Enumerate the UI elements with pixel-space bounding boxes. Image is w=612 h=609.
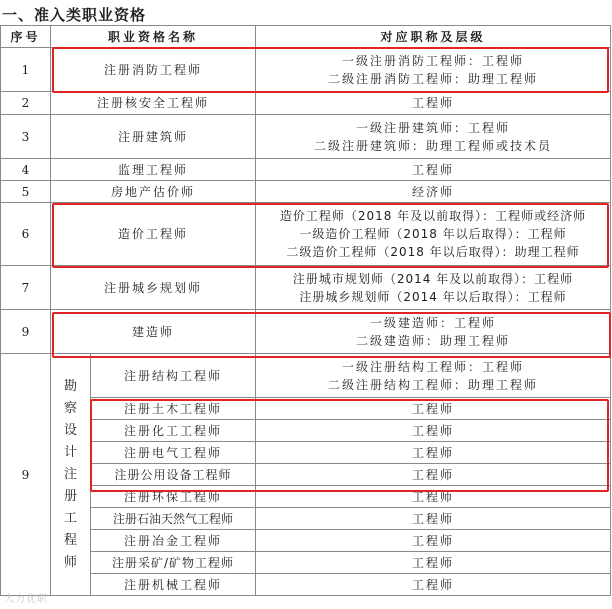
row-number: 7 bbox=[1, 266, 51, 310]
qualification-name: 注册核安全工程师 bbox=[51, 92, 256, 115]
title-cell: 工程师 bbox=[256, 464, 611, 486]
qualification-name: 造价工程师 bbox=[51, 203, 256, 266]
qualification-name: 注册石油天然气工程师 bbox=[91, 508, 256, 530]
title-cell: 工程师 bbox=[256, 398, 611, 420]
section-heading: 一、准入类职业资格 bbox=[2, 6, 147, 24]
title-cell: 工程师 bbox=[256, 574, 611, 596]
title-cell: 工程师 bbox=[256, 420, 611, 442]
table-row bbox=[1, 310, 611, 354]
table-header-row bbox=[1, 26, 611, 48]
title-line: 二级造价工程师（2018 年以后取得）：助理工程师 bbox=[286, 245, 580, 259]
qualification-name: 房地产估价师 bbox=[51, 181, 256, 203]
title-cell: 工程师 bbox=[256, 552, 611, 574]
group-label-cell bbox=[51, 354, 91, 596]
qualification-name: 注册消防工程师 bbox=[51, 48, 256, 92]
qualification-name: 注册机械工程师 bbox=[91, 574, 256, 596]
title-line: 二级注册结构工程师：助理工程师 bbox=[328, 377, 539, 392]
qualification-name: 注册土木工程师 bbox=[91, 398, 256, 420]
title-line: 一级注册消防工程师：工程师 bbox=[342, 53, 525, 68]
qualification-name: 注册环保工程师 bbox=[91, 486, 256, 508]
header-title: 对应职称及层级 bbox=[256, 26, 611, 48]
header-no: 序号 bbox=[1, 26, 51, 48]
row-number: 9 bbox=[1, 310, 51, 354]
title-line: 一级建造师：工程师 bbox=[370, 315, 497, 330]
qualification-name: 监理工程师 bbox=[51, 159, 256, 181]
title-cell bbox=[256, 159, 611, 181]
table-row bbox=[1, 420, 611, 442]
qualification-table bbox=[0, 25, 611, 596]
row-number: 6 bbox=[1, 203, 51, 266]
table-row bbox=[1, 574, 611, 596]
qualification-name: 注册冶金工程师 bbox=[91, 530, 256, 552]
title-cell bbox=[256, 203, 611, 266]
qualification-name: 注册电气工程师 bbox=[91, 442, 256, 464]
table-row bbox=[1, 159, 611, 181]
title-cell bbox=[256, 266, 611, 310]
title-cell: 工程师 bbox=[256, 442, 611, 464]
table-row bbox=[1, 486, 611, 508]
title-cell: 工程师 bbox=[256, 486, 611, 508]
table-row bbox=[1, 203, 611, 266]
qualification-name: 注册城乡规划师 bbox=[51, 266, 256, 310]
table-row bbox=[1, 266, 611, 310]
qualification-name: 注册化工工程师 bbox=[91, 420, 256, 442]
table-row bbox=[1, 464, 611, 486]
header-name: 职业资格名称 bbox=[51, 26, 256, 48]
title-cell bbox=[256, 354, 611, 398]
title-line: 造价工程师（2018 年及以前取得）：工程师或经济师 bbox=[279, 209, 587, 223]
table-row bbox=[1, 508, 611, 530]
table-row bbox=[1, 530, 611, 552]
table-row bbox=[1, 398, 611, 420]
row-number: 5 bbox=[1, 181, 51, 203]
title-cell bbox=[256, 92, 611, 115]
title-cell: 工程师 bbox=[256, 508, 611, 530]
group-label: 勘察设计注册工程师 bbox=[63, 378, 77, 570]
title-cell bbox=[256, 115, 611, 159]
table-row bbox=[1, 354, 611, 398]
table-row bbox=[1, 115, 611, 159]
row-number: 1 bbox=[1, 48, 51, 92]
qualification-name: 注册结构工程师 bbox=[91, 354, 256, 398]
title-line: 二级注册建筑师：助理工程师或技术员 bbox=[314, 138, 553, 153]
row-number: 4 bbox=[1, 159, 51, 181]
title-line: 二级注册消防工程师：助理工程师 bbox=[328, 71, 539, 86]
title-line: 注册城市规划师（2014 年及以前取得）：工程师 bbox=[292, 271, 574, 286]
watermark: 大力优职 bbox=[4, 594, 48, 605]
table-row bbox=[1, 48, 611, 92]
title-line: 一级造价工程师（2018 年以后取得）：工程师 bbox=[299, 227, 567, 241]
qualification-name: 建造师 bbox=[51, 310, 256, 354]
qualification-name: 注册公用设备工程师 bbox=[91, 464, 256, 486]
title-line: 注册城乡规划师（2014 年以后取得）：工程师 bbox=[299, 289, 567, 304]
title-line: 工程师 bbox=[412, 162, 455, 177]
title-line: 二级建造师：助理工程师 bbox=[356, 333, 511, 348]
qualification-name: 注册建筑师 bbox=[51, 115, 256, 159]
title-line: 工程师 bbox=[412, 96, 455, 110]
table-row bbox=[1, 442, 611, 464]
title-line: 一级注册建筑师：工程师 bbox=[356, 120, 511, 135]
title-line: 经济师 bbox=[412, 184, 455, 199]
title-cell bbox=[256, 310, 611, 354]
table-row bbox=[1, 92, 611, 115]
row-number: 2 bbox=[1, 92, 51, 115]
row-number: 3 bbox=[1, 115, 51, 159]
title-line: 一级注册结构工程师：工程师 bbox=[342, 359, 525, 374]
title-cell bbox=[256, 48, 611, 92]
qualification-name: 注册采矿/矿物工程师 bbox=[91, 552, 256, 574]
table-row bbox=[1, 552, 611, 574]
table-row bbox=[1, 181, 611, 203]
title-cell: 工程师 bbox=[256, 530, 611, 552]
row-number: 9 bbox=[1, 354, 51, 596]
title-cell bbox=[256, 181, 611, 203]
